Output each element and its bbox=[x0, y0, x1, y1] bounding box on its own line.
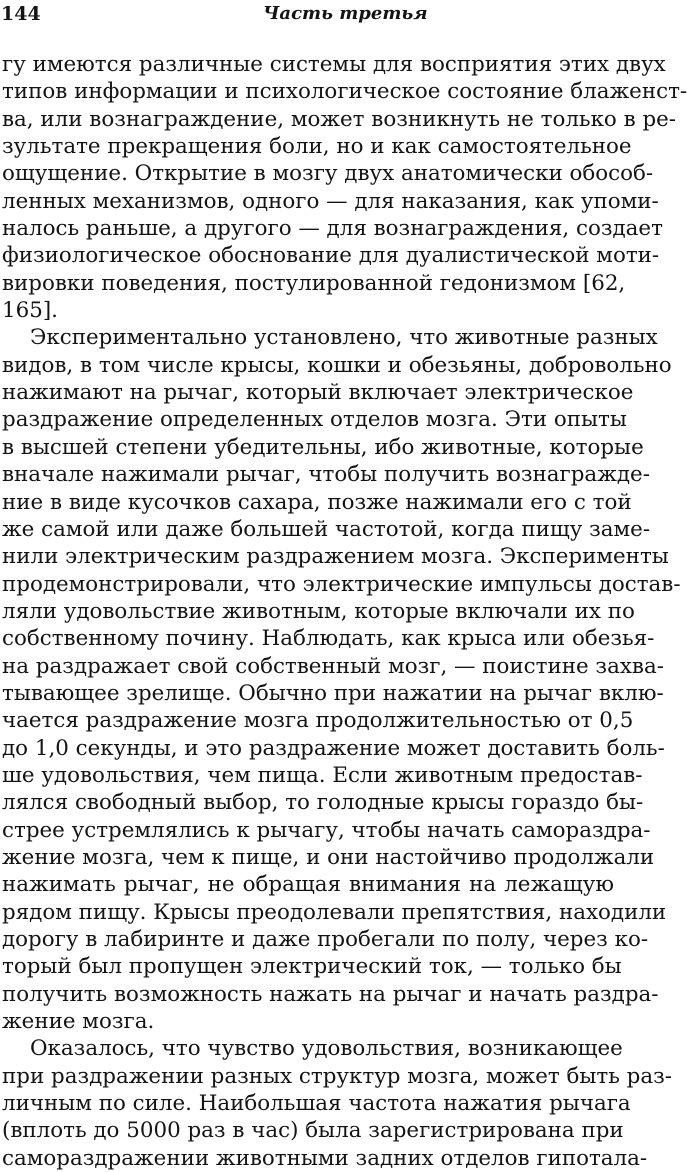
text-line: дорогу в лабиринте и даже пробегали по полу, через ко- bbox=[2, 927, 649, 952]
paragraph bbox=[2, 324, 681, 1035]
text-line: ние в виде кусочков сахара, позже нажимали его с той bbox=[2, 489, 632, 515]
text-line: 165]. bbox=[2, 298, 58, 324]
text-line: в высшей степени убедительны, ибо животные, которые bbox=[2, 434, 644, 460]
text-line: получить возможность нажать на рычаг и начать раздра- bbox=[2, 981, 659, 1007]
text-line: самораздражении животными задних отделов гипотала- bbox=[2, 1145, 648, 1171]
page-number: 144 bbox=[1, 3, 41, 25]
text-line: стрее устремлялись к рычагу, чтобы начать самораздра- bbox=[2, 817, 651, 843]
text-line: видов, в том числе крысы, кошки и обезьяны, добровольно bbox=[2, 352, 672, 378]
text-line: до 1,0 секунды, и это раздражение может доставить боль- bbox=[2, 735, 665, 761]
text-line: нажимают на рычаг, который включает электрическое bbox=[2, 380, 634, 406]
text-line: (вплоть до 5000 раз в час) была зарегистрирована при bbox=[2, 1118, 624, 1144]
paragraph bbox=[2, 1035, 673, 1172]
text-line: на раздражает свой собственный мозг, — поистине захва- bbox=[2, 653, 664, 679]
text-line: Оказалось, что чувство удовольствия, возникающее bbox=[30, 1036, 623, 1062]
text-line: зультате прекращения боли, но и как самостоятельное bbox=[2, 134, 632, 160]
text-line: торый был пропущен электрический ток, — только бы bbox=[2, 954, 622, 980]
text-line: собственному почину. Наблюдать, как крыса или обезья- bbox=[2, 626, 655, 652]
text-line: нили электрическим раздражением мозга. Эксперименты bbox=[2, 544, 669, 570]
text-line: вначале нажимали рычаг, чтобы получить вознагражде- bbox=[2, 462, 650, 488]
text-line: ва, или вознаграждение, может возникнуть не только в ре- bbox=[2, 106, 677, 132]
text-line: раздражение определенных отделов мозга. Эти опыты bbox=[2, 407, 627, 433]
text-line: нажимать рычаг, не обращая внимания на лежащую bbox=[2, 872, 614, 898]
section-title: Часть третья bbox=[263, 3, 428, 24]
paragraph bbox=[2, 51, 687, 324]
text-line: продемонстрировали, что электрические импульсы достав- bbox=[2, 571, 681, 597]
text-line: же самой или даже большей частотой, когда пищу заме- bbox=[2, 516, 651, 542]
text-line: физиологическое обоснование для дуалистической моти- bbox=[2, 243, 660, 269]
text-line: вировки поведения, постулированной гедонизмом [62, bbox=[2, 270, 626, 296]
text-line: личным по силе. Наибольшая частота нажатия рычага bbox=[2, 1091, 631, 1117]
text-line: типов информации и психологическое состояние блаженст- bbox=[2, 79, 687, 105]
text-line: жение мозга, чем к пище, и они настойчиво продолжали bbox=[2, 844, 655, 870]
running-header bbox=[0, 0, 614, 30]
body-text bbox=[2, 51, 687, 1172]
text-line: гу имеются различные системы для восприятия этих двух bbox=[2, 52, 666, 77]
text-line: лялся свободный выбор, то голодные крысы гораздо бы- bbox=[2, 790, 644, 816]
text-line: ощущение. Открытие в мозгу двух анатомически обособ- bbox=[2, 161, 654, 187]
text-line: рядом пищу. Крысы преодолевали препятствия, находили bbox=[2, 899, 667, 925]
text-line: ленных механизмов, одного — для наказания, как упоми- bbox=[2, 188, 659, 214]
text-line: налось раньше, а другого — для вознаграждения, создает bbox=[2, 216, 663, 242]
text-line: Экспериментально установлено, что животные разных bbox=[30, 325, 658, 351]
text-line: ляли удовольствие животным, которые включали их по bbox=[2, 598, 635, 624]
text-line: тывающее зрелище. Обычно при нажатии на рычаг вклю- bbox=[2, 680, 664, 706]
text-line: при раздражении разных структур мозга, может быть раз- bbox=[2, 1063, 673, 1089]
text-line: ше удовольствия, чем пища. Если животным предостав- bbox=[2, 762, 643, 788]
text-line: жение мозга. bbox=[2, 1009, 155, 1035]
text-line: чается раздражение мозга продолжительностью от 0,5 bbox=[2, 708, 634, 734]
